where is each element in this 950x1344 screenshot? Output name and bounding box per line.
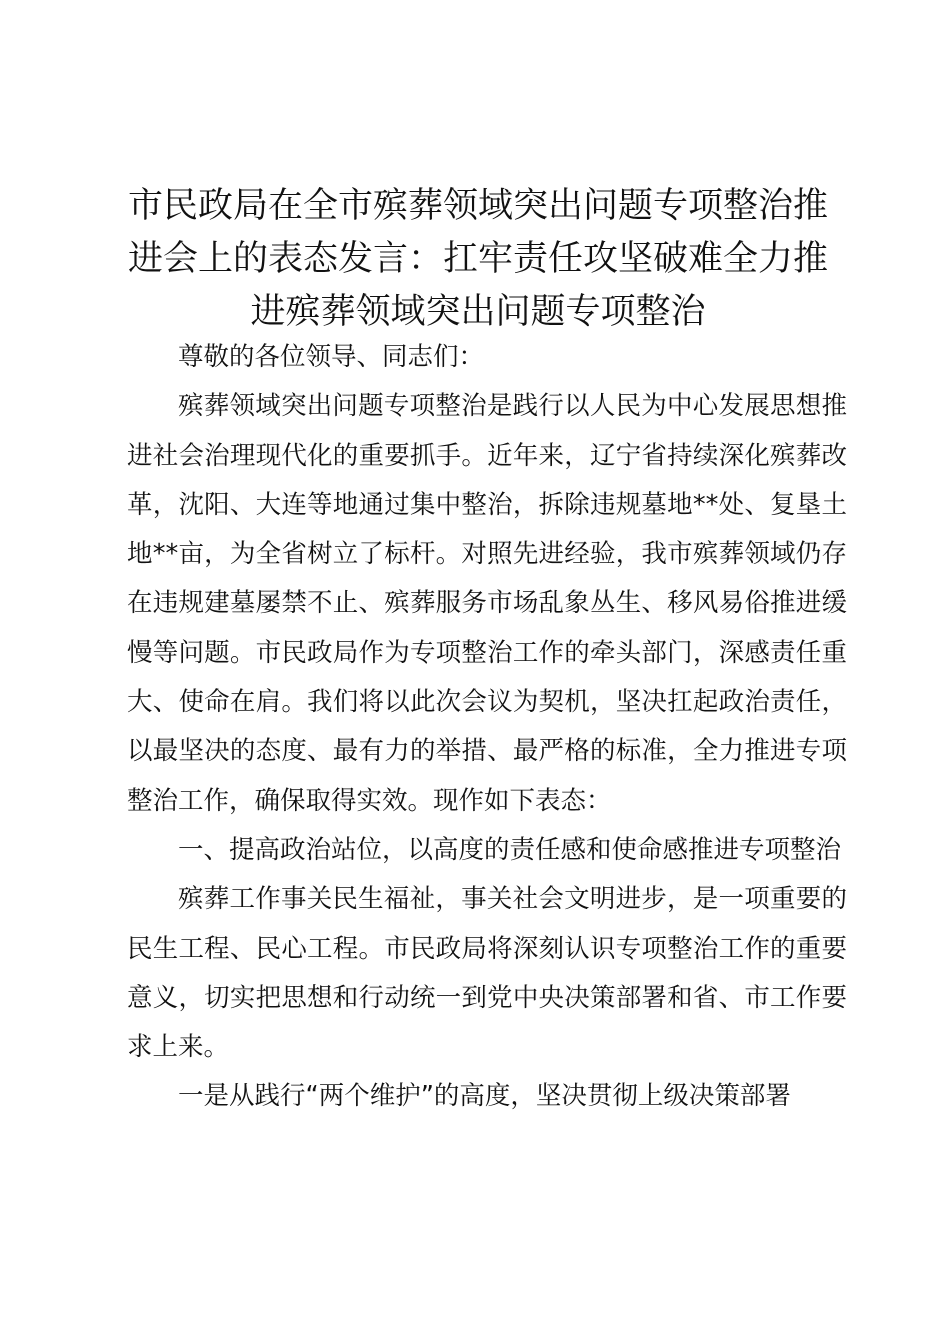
section-1-paragraph: 殡葬工作事关民生福祉，事关社会文明进步，是一项重要的民生工程、民心工程。市民政局将深刻认识专项整治工作的重要意义，切实把思想和行动统一到党中央决策部署和省、市工作要求上来。: [127, 884, 847, 1063]
section-heading-1: 一、提高政治站位，以高度的责任感和使命感推进专项整治: [178, 834, 842, 865]
document-title: 市民政局在全市殡葬领域突出问题专项整治推进会上的表态发言：扛牢责任攻坚破难全力推进殡葬领域突出问题专项整治: [127, 186, 828, 332]
document-body: [127, 333, 847, 1122]
salutation: 尊敬的各位领导、同志们：: [178, 342, 485, 372]
point-1-paragraph: 一是从践行“两个维护”的高度，坚决贯彻上级决策部署: [178, 1081, 791, 1112]
intro-paragraph: 殡葬领域突出问题专项整治是践行以人民为中心发展思想推进社会治理现代化的重要抓手。近年来，辽宁省持续深化殡葬改革，沈阳、大连等地通过集中整治，拆除违规墓地**处、复垦土地**亩，为全省树立了标杆。对照先进经验，我市殡葬领域仍存在违规建墓屡禁不止、殡葬服务市场乱象丛生、移风易俗推进缓慢等问题。市民政局作为专项整治工作的牵头部门，深感责任重大、使命在肩。我们将以此次会议为契机，坚决扛起政治责任，以最坚决的态度、最有力的举措、最严格的标准，全力推进专项整治工作，确保取得实效。现作如下表态：: [127, 391, 847, 816]
